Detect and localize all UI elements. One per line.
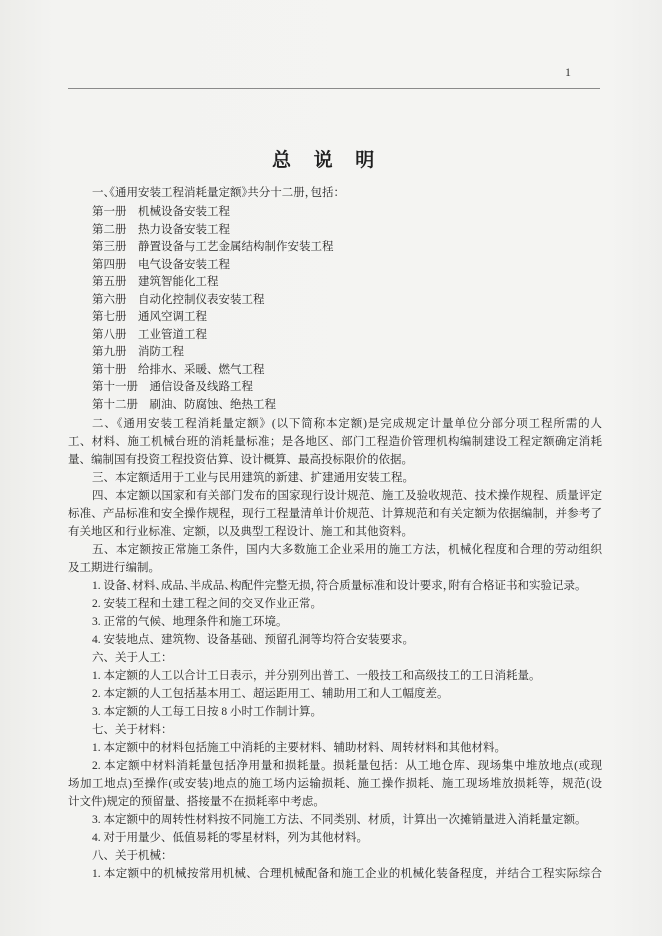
volume-item bbox=[68, 379, 602, 397]
paragraph-line: 五、本定额按正常施工条件，国内大多数施工企业采用的施工方法，机械化程度和合理的劳动组织 bbox=[92, 544, 602, 556]
paragraph bbox=[68, 757, 602, 811]
paragraph-line: 3. 本定额的人工每工日按 8 小时工作制计算。 bbox=[92, 706, 322, 718]
paragraph bbox=[68, 487, 602, 541]
paragraph-line: 4. 对于用量少、低值易耗的零星材料，列为其他材料。 bbox=[92, 832, 368, 844]
paragraph bbox=[68, 577, 602, 595]
paragraph bbox=[68, 469, 602, 487]
volume-item bbox=[68, 344, 602, 362]
volume-number: 第四册 bbox=[92, 258, 127, 271]
paragraph bbox=[68, 811, 602, 829]
volume-item bbox=[68, 397, 602, 415]
paragraph-line: 四、本定额以国家和有关部门发布的国家现行设计规范、施工及验收规范、技术操作规程、质量评定 bbox=[92, 490, 602, 502]
paragraph bbox=[68, 415, 602, 469]
paragraph-line: 3. 正常的气候、地理条件和施工环境。 bbox=[92, 616, 288, 628]
paragraph-line: 2. 安装工程和土建工程之间的交叉作业正常。 bbox=[92, 598, 322, 610]
volume-number: 第一册 bbox=[92, 206, 127, 218]
section-heading bbox=[68, 847, 602, 865]
paragraph bbox=[68, 703, 602, 721]
paragraph-line: 1. 本定额中的机械按常用机械、合理机械配备和施工企业的机械化装备程度，并结合工程实际综合 bbox=[92, 868, 602, 880]
paragraph bbox=[68, 865, 602, 883]
volume-list bbox=[68, 204, 602, 414]
paragraph-line: 七、关于材料： bbox=[92, 724, 173, 736]
paragraph-line: 八、关于机械： bbox=[92, 850, 173, 862]
paragraph bbox=[68, 541, 602, 577]
paragraph-line: 量、编制国有投资工程投资估算、设计概算、最高投标限价的依据。 bbox=[68, 454, 413, 466]
paragraph bbox=[68, 739, 602, 757]
volume-name: 自动化控制仪表安装工程 bbox=[138, 293, 265, 306]
paragraph-line: 1. 本定额中的材料包括施工中消耗的主要材料、辅助材料、周转材料和其他材料。 bbox=[92, 742, 506, 754]
volume-name: 热力设备安装工程 bbox=[138, 223, 230, 236]
paragraph-line: 六、关于人工： bbox=[92, 652, 173, 664]
paragraph-line: 3. 本定额中的周转性材料按不同施工方法、不同类别、材质，计算出一次摊销量进入消耗量定额。 bbox=[92, 814, 587, 826]
paragraph bbox=[68, 667, 602, 685]
paragraph bbox=[68, 685, 602, 703]
paragraph-line: 及工期进行编制。 bbox=[68, 562, 160, 574]
paragraph-line: 有关地区和行业标准、定额，以及典型工程设计、施工和其他资料。 bbox=[68, 526, 413, 538]
paragraph-line: 标准、产品标准和安全操作规程，现行工程量清单计价规范、计算规范和有关定额为依据编制，并参考了 bbox=[68, 508, 602, 520]
paragraph-line: 1. 设备、材料、成品、半成品、构配件完整无损，符合质量标准和设计要求，附有合格证书和实验记录。 bbox=[92, 580, 581, 592]
volume-name: 工业管道工程 bbox=[138, 328, 207, 341]
volume-number: 第八册 bbox=[92, 328, 127, 341]
volume-name: 机械设备安装工程 bbox=[138, 206, 230, 218]
section-heading bbox=[68, 721, 602, 739]
volume-item bbox=[68, 327, 602, 345]
paragraph-line: 工、材料、施工机械台班的消耗量标准；是各地区、部门工程造价管理机构编制建设工程定额确定消耗 bbox=[68, 436, 602, 448]
paragraph-line: 二、《通用安装工程消耗量定额》(以下简称本定额)是完成规定计量单位分部分项工程所需的人 bbox=[92, 418, 602, 430]
intro-line: 一、《通用安装工程消耗量定额》共分十二册，包括： bbox=[92, 187, 340, 199]
paragraph bbox=[68, 595, 602, 613]
section-heading bbox=[68, 649, 602, 667]
volume-name: 电气设备安装工程 bbox=[138, 258, 230, 271]
paragraphs bbox=[68, 415, 602, 883]
volume-name: 静置设备与工艺金属结构制作安装工程 bbox=[138, 241, 334, 253]
paragraph-line: 场加工地点)至操作(或安装)地点的施工场内运输损耗、施工操作损耗、施工现场堆放损耗等，规范(设 bbox=[68, 778, 602, 790]
volume-name: 给排水、采暖、燃气工程 bbox=[138, 363, 265, 376]
page-number: 1 bbox=[565, 65, 571, 79]
body-text bbox=[68, 184, 602, 883]
paragraph bbox=[68, 613, 602, 631]
volume-name: 建筑智能化工程 bbox=[138, 276, 219, 288]
volume-item bbox=[68, 274, 602, 292]
paragraph bbox=[68, 631, 602, 649]
volume-number: 第十二册 bbox=[92, 398, 138, 411]
header-rule bbox=[68, 88, 600, 89]
paragraph-line: 4. 安装地点、建筑物、设备基础、预留孔洞等均符合安装要求。 bbox=[92, 634, 414, 646]
volume-name: 通信设备及线路工程 bbox=[149, 381, 253, 393]
page-title: 总 说 明 bbox=[272, 149, 383, 171]
volume-number: 第十一册 bbox=[92, 381, 138, 393]
paragraph-line: 三、本定额适用于工业与民用建筑的新建、扩建通用安装工程。 bbox=[92, 472, 414, 484]
volume-number: 第五册 bbox=[92, 276, 127, 288]
volume-item bbox=[68, 239, 602, 257]
volume-name: 通风空调工程 bbox=[138, 311, 207, 323]
paragraph-line: 2. 本定额的人工包括基本用工、超运距用工、辅助用工和人工幅度差。 bbox=[92, 688, 449, 700]
volume-number: 第九册 bbox=[92, 346, 127, 358]
volume-name: 刷油、防腐蚀、绝热工程 bbox=[149, 398, 276, 411]
paragraph-line: 1. 本定额的人工以合计工日表示，并分别列出普工、一般技工和高级技工的工日消耗量。 bbox=[92, 670, 541, 682]
paragraph-line: 计文件)规定的预留量、搭接量不在损耗率中考虑。 bbox=[68, 796, 325, 808]
volume-item bbox=[68, 204, 602, 222]
volume-item bbox=[68, 309, 602, 327]
volume-item bbox=[68, 292, 602, 310]
volume-item bbox=[68, 257, 602, 275]
volume-number: 第七册 bbox=[92, 311, 127, 323]
paragraph-line: 2. 本定额中材料消耗量包括净用量和损耗量。损耗量包括：从工地仓库、现场集中堆放地点(或现 bbox=[92, 760, 602, 772]
volume-number: 第二册 bbox=[92, 223, 127, 236]
volume-number: 第十册 bbox=[92, 363, 127, 376]
paragraph bbox=[68, 829, 602, 847]
volume-number: 第六册 bbox=[92, 293, 127, 306]
volume-item bbox=[68, 222, 602, 240]
volume-item bbox=[68, 362, 602, 380]
volume-name: 消防工程 bbox=[138, 346, 184, 358]
volume-number: 第三册 bbox=[92, 241, 127, 253]
